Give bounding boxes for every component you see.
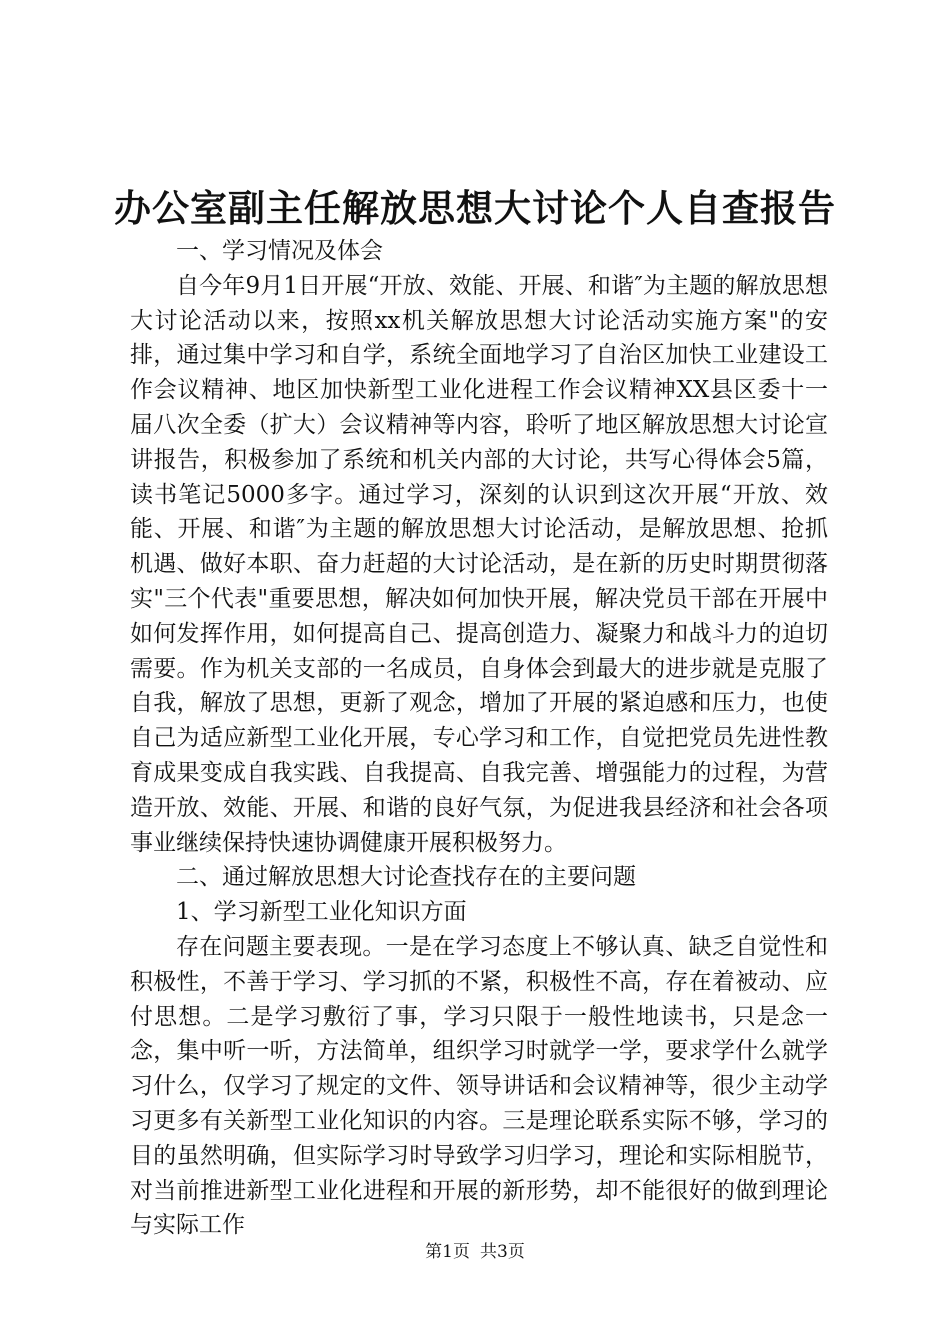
section-heading-2: 二、通过解放思想大讨论查找存在的主要问题 bbox=[176, 864, 636, 891]
page-number: 第1页 bbox=[425, 1242, 470, 1262]
document-title: 办公室副主任解放思想大讨论个人自查报告 bbox=[114, 186, 836, 230]
subsection-heading: 1、学习新型工业化知识方面 bbox=[176, 899, 467, 926]
body-paragraph: 存在问题主要表现。一是在学习态度上不够认真、缺乏自觉性和积极性，不善于学习、学习抓的不紧，积极性不高，存在着被动、应付思想。二是学习敷衍了事，学习只限于一般性地读书，只是念一念，集中听一听，方法简单，组织学习时就学一学，要求学什么就学习什么，仅学习了规定的文件、领导讲话和会议精神等，很少主动学习更多有关新型工业化知识的内容。三是理论联系实际不够，学习的目的虽然明确，但实际学习时导致学习归学习，理论和实际相脱节，对当前推进新型工业化进程和开展的新形势，却不能很好的做到理论与实际工作 bbox=[130, 933, 828, 1239]
section-heading-1: 一、学习情况及体会 bbox=[176, 238, 383, 264]
page-total: 共3页 bbox=[480, 1242, 525, 1262]
document-body bbox=[130, 234, 828, 1243]
page-footer bbox=[0, 1240, 950, 1264]
body-paragraph: 自今年9月1日开展“开放、效能、开展、和谐″为主题的解放思想大讨论活动以来，按照xx机关解放思想大讨论活动实施方案"的安排，通过集中学习和自学，系统全面地学习了自治区加快工业建设工作会议精神、地区加快新型工业化进程工作会议精神XX县区委十一届八次全委（扩大）会议精神等内容，聆听了地区解放思想大讨论宣讲报告，积极参加了系统和机关内部的大讨论，共写心得体会5篇，读书笔记5000多字。通过学习，深刻的认识到这次开展“开放、效能、开展、和谐″为主题的解放思想大讨论活动，是解放思想、抢抓机遇、做好本职、奋力赶超的大讨论活动，是在新的历史时期贯彻落实"三个代表"重要思想，解决如何加快开展，解决党员干部在开展中如何发挥作用，如何提高自己、提高创造力、凝聚力和战斗力的迫切需要。作为机关支部的一名成员，自身体会到最大的进步就是克服了自我，解放了思想，更新了观念，增加了开展的紧迫感和压力，也使自己为适应新型工业化开展，专心学习和工作，自觉把党员先进性教育成果变成自我实践、自我提高、自我完善、增强能力的过程，为营造开放、效能、开展、和谐的良好气氛，为促进我县经济和社会各项事业继续保持快速协调健康开展积极努力。 bbox=[130, 272, 828, 856]
